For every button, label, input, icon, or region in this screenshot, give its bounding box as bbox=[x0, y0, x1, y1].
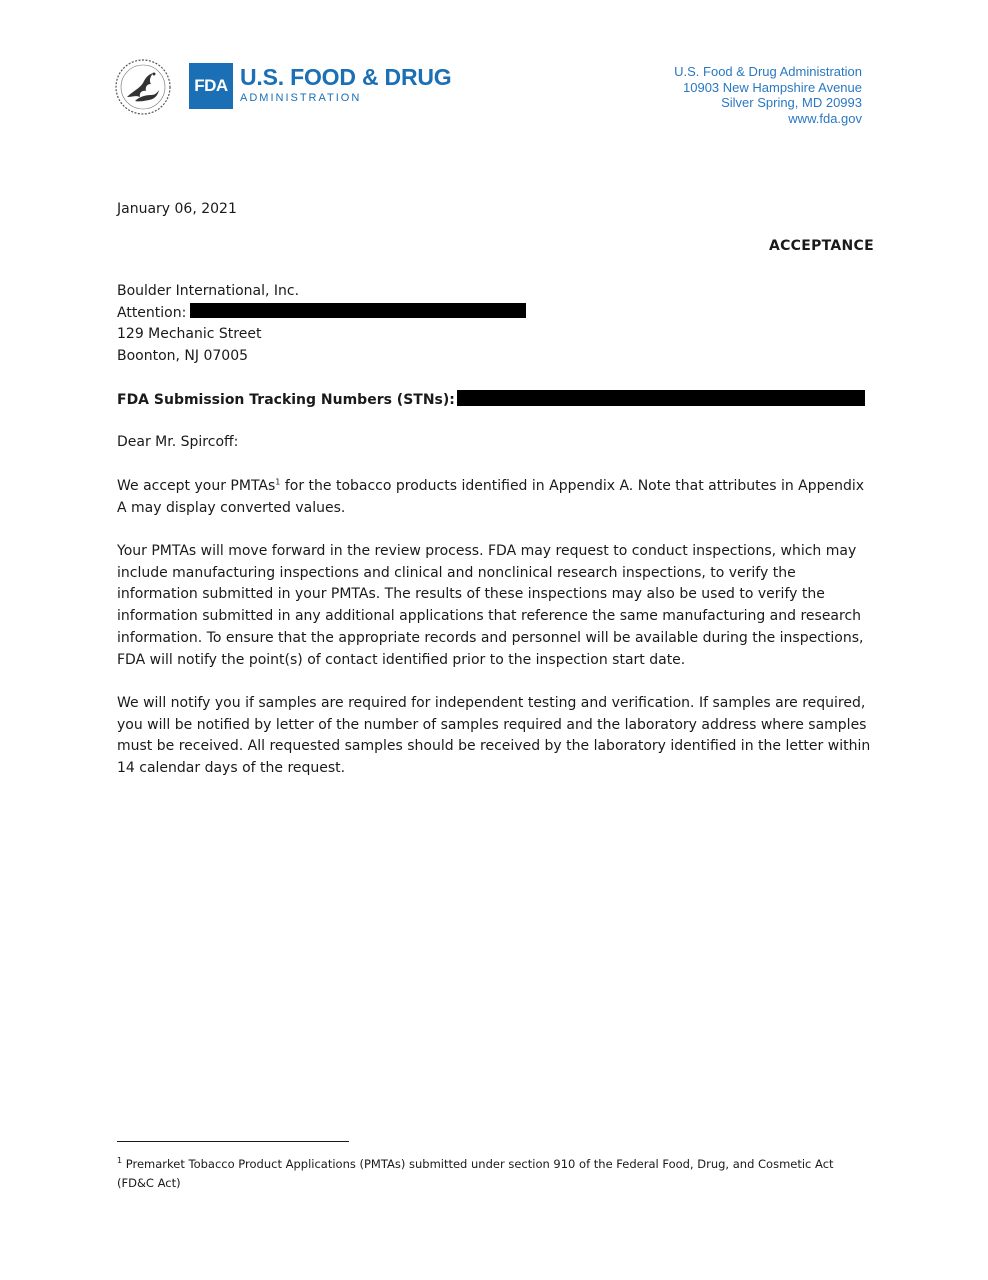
paragraph-2 bbox=[117, 541, 872, 671]
stn-label: FDA Submission Tracking Numbers (STNs): bbox=[117, 392, 455, 408]
para1-start: We accept your PMTAs bbox=[117, 478, 276, 494]
agency-name: U.S. FOOD & DRUG bbox=[240, 64, 452, 90]
fda-logo-box: FDA bbox=[189, 63, 233, 109]
attention-label: Attention: bbox=[117, 304, 187, 321]
recipient-city: Boonton, NJ 07005 bbox=[117, 348, 249, 365]
footnote-divider bbox=[117, 1141, 349, 1142]
agency-address bbox=[674, 64, 862, 126]
recipient-address bbox=[117, 281, 526, 368]
address-line-3: Silver Spring, MD 20993 bbox=[721, 95, 862, 110]
footnote-ref[interactable]: 1 bbox=[275, 477, 281, 487]
letter-date: January 06, 2021 bbox=[117, 201, 237, 217]
address-line-2: 10903 New Hampshire Avenue bbox=[683, 79, 862, 95]
agency-subtitle: ADMINISTRATION bbox=[240, 92, 362, 104]
recipient-street: 129 Mechanic Street bbox=[117, 326, 262, 343]
address-line-1: U.S. Food & Drug Administration bbox=[674, 64, 862, 79]
para1-rest: for the tobacco products identified in Appendix A. Note that attributes in Appendix A may display converted values. bbox=[117, 478, 865, 516]
redaction-bar bbox=[190, 303, 526, 318]
footnote bbox=[117, 1155, 867, 1193]
recipient-company: Boulder International, Inc. bbox=[117, 283, 300, 299]
hhs-seal-icon bbox=[113, 57, 173, 117]
status-heading: ACCEPTANCE bbox=[768, 238, 874, 254]
paragraph-2-text: Your PMTAs will move forward in the review process. FDA may request to conduct inspections, which may include manufacturing inspections and clinical and nonclinical research inspections, to verify the information submitted in your PMTAs. The results of these inspections may also be used to verify the information submitted in any additional applications that reference the same manufacturing and research information. To ensure that the appropriate records and personnel will be available during the inspections, FDA will notify the point(s) of contact identified prior to the inspection start date. bbox=[117, 543, 864, 668]
footnote-marker: 1 bbox=[117, 1156, 123, 1166]
attention-line bbox=[117, 303, 526, 325]
redaction-bar bbox=[457, 390, 865, 406]
stn-line bbox=[117, 390, 865, 412]
paragraph-3 bbox=[117, 693, 872, 780]
website-link[interactable]: www.fda.gov bbox=[788, 110, 862, 126]
salutation: Dear Mr. Spircoff: bbox=[117, 434, 239, 450]
footnote-text: Premarket Tobacco Product Applications (PMTAs) submitted under section 910 of the Federal Food, Drug, and Cosmetic Act (FD&C Act) bbox=[117, 1157, 834, 1190]
paragraph-1 bbox=[117, 476, 867, 519]
paragraph-3-text: We will notify you if samples are required for independent testing and verification. If samples are required, you will be notified by letter of the number of samples required and the laboratory address where samples must be received. All requested samples should be received by the laboratory identified in the letter within 14 calendar days of the request. bbox=[117, 695, 871, 777]
